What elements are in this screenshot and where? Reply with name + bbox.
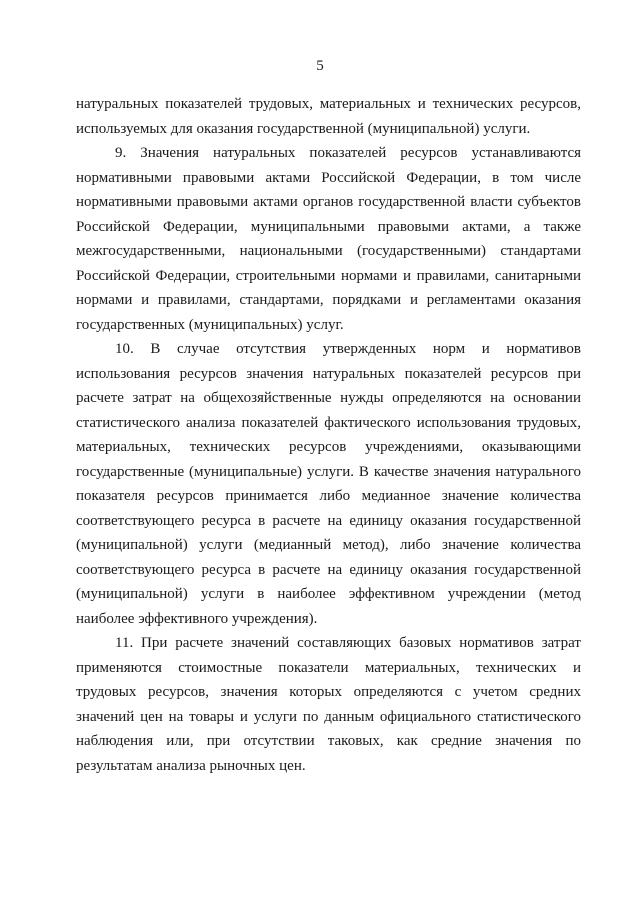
paragraph-continuation: натуральных показателей трудовых, материальных и технических ресурсов, используемых для оказания государственной (муниципальной) услуги. — [76, 96, 581, 137]
paragraph-10: 10. В случае отсутствия утвержденных норм и нормативов использования ресурсов значения натуральных показателей ресурсов при расчете затрат на общехозяйственные нужды определяются на основании статистического анализа показателей фактического использования трудовых, материальных, технических ресурсов учреждениями, оказывающими государственные (муниципальные) услуги. В качестве значения натурального показателя ресурсов принимается либо медианное значение количества соответствующего ресурса в расчете на единицу оказания государственной (муниципальной) услуги (медианный метод), либо значение количества соответствующего ресурса в расчете на единицу оказания государственной (муниципальной) услуги в наиболее эффективном учреждении (метод наиболее эффективного учреждения). — [76, 341, 581, 627]
paragraph-11: 11. При расчете значений составляющих базовых нормативов затрат применяются стоимостные показатели материальных, технических и трудовых ресурсов, значения которых определяются с учетом средних значений цен на товары и услуги по данным официального статистического наблюдения или, при отсутствии таковых, как средние значения по результатам анализа рыночных цен. — [76, 635, 581, 774]
page-number: 5 — [316, 58, 324, 74]
document-body — [76, 92, 581, 778]
paragraph-9: 9. Значения натуральных показателей ресурсов устанавливаются нормативными правовыми актами Российской Федерации, в том числе нормативными правовыми актами органов государственной власти субъектов Российской Федерации, муниципальными правовыми актами, а также межгосударственными, национальными (государственными) стандартами Российской Федерации, строительными нормами и правилами, санитарными нормами и правилами, стандартами, порядками и регламентами оказания государственных (муниципальных) услуг. — [76, 145, 581, 333]
